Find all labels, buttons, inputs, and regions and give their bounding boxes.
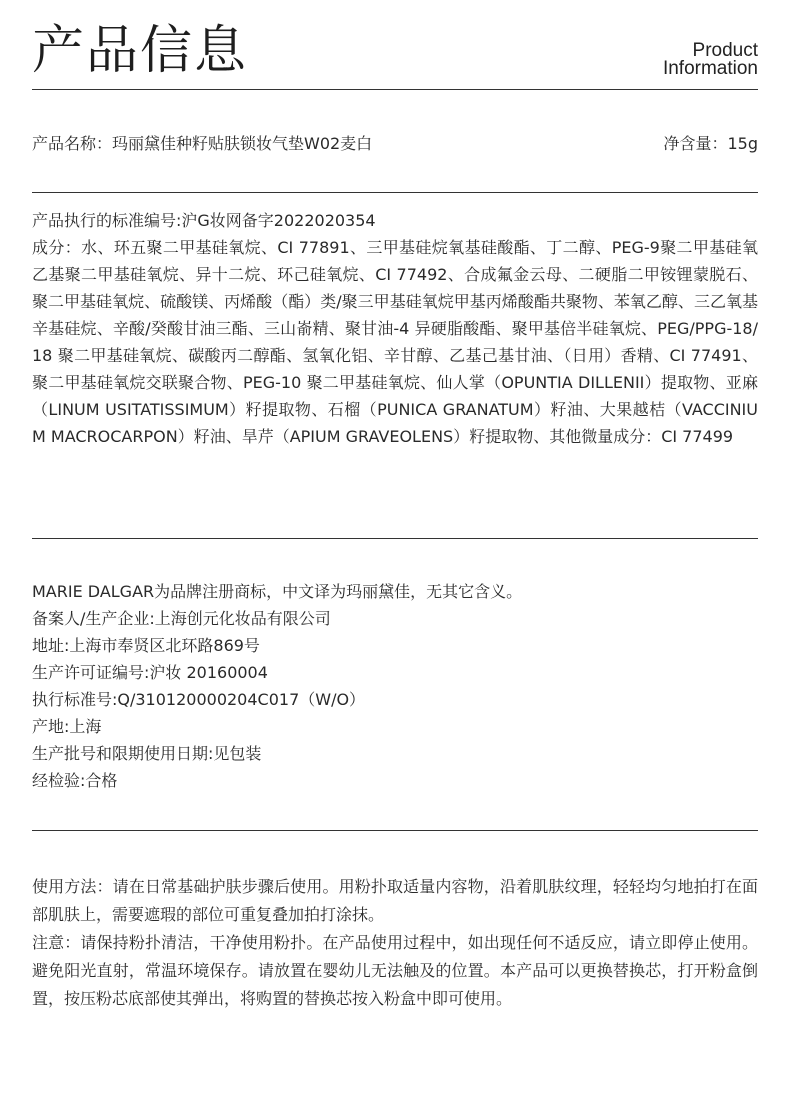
page-subtitle-english — [663, 42, 758, 78]
registrant: 备案人/生产企业:上海创元化妆品有限公司 — [32, 609, 331, 628]
product-name: 产品名称：玛丽黛佳种籽贴肤锁妆气垫W02麦白 — [32, 134, 373, 153]
company-info-section — [32, 578, 758, 794]
page-title: 产品信息 — [32, 21, 249, 81]
trademark-note: MARIE DALGAR为品牌注册商标，中文译为玛丽黛佳，无其它含义。 — [32, 582, 523, 601]
address: 地址:上海市奉贤区北环路869号 — [32, 636, 260, 655]
executive-standard: 执行标准号:Q/310120000204C017（W/O） — [32, 690, 366, 709]
usage-section — [32, 873, 758, 1013]
license-number: 生产许可证编号:沪妆 20160004 — [32, 663, 268, 682]
section-divider-1 — [32, 192, 758, 193]
ingredients-section — [32, 207, 758, 450]
header-divider — [32, 89, 758, 90]
standard-number: 产品执行的标准编号:沪G妆网备字2022020354 — [32, 211, 376, 230]
subtitle-line-product: Product — [692, 40, 758, 61]
inspection: 经检验:合格 — [32, 771, 118, 790]
usage-method: 使用方法：请在日常基础护肤步骤后使用。用粉扑取适量内容物，沿着肌肤纹理，轻轻均匀地拍打在面部肌肤上，需要遮瑕的部位可重复叠加拍打涂抹。 — [32, 877, 758, 924]
origin: 产地:上海 — [32, 717, 102, 736]
batch-expiry: 生产批号和限期使用日期:见包装 — [32, 744, 262, 763]
ingredients-list: 成分：水、环五聚二甲基硅氧烷、CI 77891、三甲基硅烷氧基硅酸酯、丁二醇、PEG-9聚二甲基硅氧乙基聚二甲基硅氧烷、异十二烷、环己硅氧烷、CI 77492、合成氟金云母、二硬脂二甲铵锂蒙脱石、聚二甲基硅氧烷、硫酸镁、丙烯酸（酯）类/聚三甲基硅氧烷甲基丙烯酸酯共聚物、苯氧乙醇、三乙氧基辛基硅烷、辛酸/癸酸甘油三酯、三山嵛精、聚甘油-4 异硬脂酸酯、聚甲基倍半硅氧烷、PEG/PPG-18/18 聚二甲基硅氧烷、碳酸丙二醇酯、氢氧化铝、辛甘醇、乙基己基甘油、（日用）香精、CI 77491、聚二甲基硅氧烷交联聚合物、PEG-10 聚二甲基硅氧烷、仙人掌（OPUNTIA DILLENII）提取物、亚麻（LINUM USITATISSIMUM）籽提取物、石榴（PUNICA GRANATUM）籽油、大果越桔（VACCINIUM MACROCARPON）籽油、旱芹（APIUM GRAVEOLENS）籽提取物、其他微量成分：CI 77499 — [32, 238, 758, 446]
subtitle-line-information: Information — [662, 58, 758, 79]
page-header — [32, 18, 758, 90]
section-divider-2 — [32, 538, 758, 539]
net-content: 净含量：15g — [663, 134, 758, 153]
usage-caution: 注意：请保持粉扑清洁，干净使用粉扑。在产品使用过程中，如出现任何不适反应，请立即停止使用。避免阳光直射，常温环境保存。请放置在婴幼儿无法触及的位置。本产品可以更换替换芯，打开粉盒倒置，按压粉芯底部使其弹出，将购置的替换芯按入粉盒中即可使用。 — [32, 933, 758, 1008]
section-divider-3 — [32, 830, 758, 831]
